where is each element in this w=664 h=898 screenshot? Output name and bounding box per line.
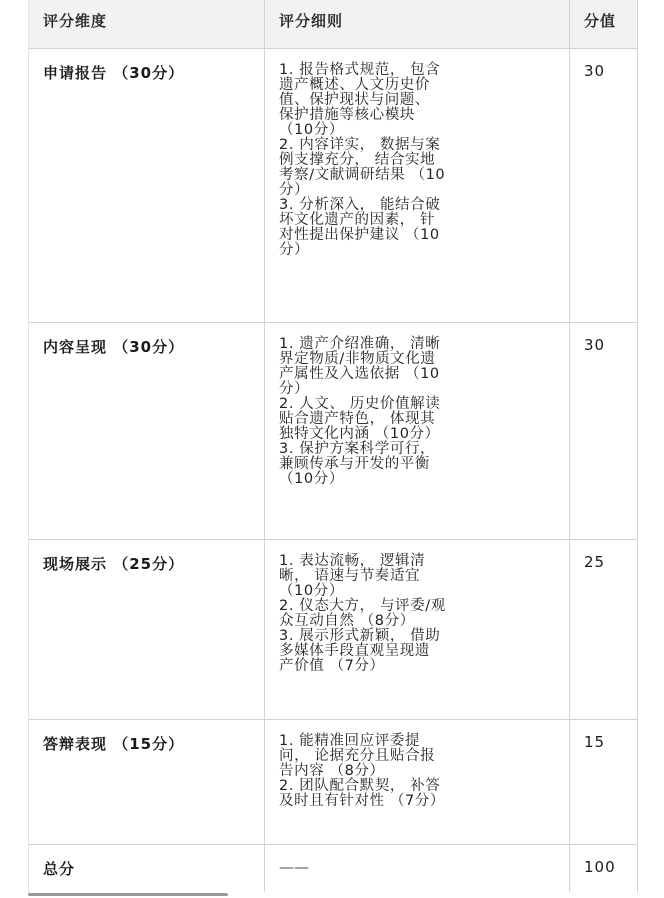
total-score-value: 100 <box>584 858 616 876</box>
rule-line: 2. 内容详实， 数据与案 <box>279 137 441 153</box>
rule-line: 及时且有针对性 （7分） <box>279 793 446 809</box>
rule-line: （10分） <box>279 122 344 138</box>
rule-line: 1. 遗产介绍准确， 清晰 <box>279 336 441 352</box>
header-cell-rules <box>264 0 569 48</box>
rule-line: 问， 论据充分且贴合报 <box>279 748 436 764</box>
table-row <box>29 322 637 540</box>
score-cell <box>569 539 637 719</box>
rule-line: 3. 保护方案科学可行， <box>279 441 436 457</box>
rule-line: 兼顾传承与开发的平衡 <box>279 456 430 472</box>
rule-line: 3. 展示形式新颖， 借助 <box>279 628 441 644</box>
header-cell-score <box>569 0 637 48</box>
score-value: 30 <box>584 336 606 354</box>
table-row <box>29 539 637 720</box>
rule-line: 分） <box>279 381 310 397</box>
scoring-table <box>28 0 638 893</box>
rule-line: 分） <box>279 242 310 258</box>
score-cell <box>569 322 637 539</box>
header-rules-label: 评分细则 <box>279 12 344 30</box>
rules-cell <box>264 719 569 844</box>
rule-line: 3. 分析深入， 能结合破 <box>279 197 441 213</box>
table-row <box>29 48 637 323</box>
rule-line: 1. 报告格式规范， 包含 <box>279 62 441 78</box>
dimension-cell <box>29 322 264 539</box>
table-row <box>29 719 637 845</box>
total-rules-cell <box>264 844 569 892</box>
dimension-label: 申请报告 （30分） <box>43 64 185 82</box>
horizontal-scrollbar[interactable] <box>28 893 228 896</box>
rule-line: 晰， 语速与节奏适宜 <box>279 568 421 584</box>
rule-line: 对性提出保护建议 （10 <box>279 227 440 243</box>
dimension-label: 内容呈现 （30分） <box>43 338 185 356</box>
rule-line: 1. 表达流畅， 逻辑清 <box>279 553 426 569</box>
rule-line: 多媒体手段直观呈现遗 <box>279 643 430 659</box>
rules-text <box>279 734 549 809</box>
rules-text <box>279 337 549 487</box>
rules-cell <box>264 48 569 322</box>
rules-text <box>279 63 549 258</box>
dimension-cell <box>29 539 264 719</box>
score-value: 15 <box>584 733 606 751</box>
rule-line: 产属性及入选依据 （10 <box>279 366 440 382</box>
rule-line: （10分） <box>279 583 344 599</box>
rule-line: 值、保护现状与问题、 <box>279 92 430 108</box>
rule-line: （10分） <box>279 471 344 487</box>
rule-line: 众互动自然 （8分） <box>279 613 415 629</box>
header-cell-dimension <box>29 0 264 48</box>
total-dash: —— <box>279 858 309 876</box>
score-cell <box>569 48 637 322</box>
rule-line: 2. 仪态大方， 与评委/观 <box>279 598 446 614</box>
score-value: 30 <box>584 62 606 80</box>
total-label: 总分 <box>43 860 76 878</box>
rule-line: 2. 人文、 历史价值解读 <box>279 396 441 412</box>
rule-line: 例支撑充分， 结合实地 <box>279 152 436 168</box>
rule-line: 界定物质/非物质文化遗 <box>279 351 436 367</box>
rule-line: 贴合遗产特色， 体现其 <box>279 411 436 427</box>
total-label-cell <box>29 844 264 892</box>
total-score-cell <box>569 844 637 892</box>
table-header-row <box>29 0 637 49</box>
rule-line: 1. 能精准回应评委提 <box>279 733 421 749</box>
score-value: 25 <box>584 553 606 571</box>
rule-line: 遗产概述、人文历史价 <box>279 77 430 93</box>
rules-text <box>279 554 549 674</box>
header-score-label: 分值 <box>584 12 617 30</box>
rule-line: 考察/文献调研结果 （10 <box>279 167 446 183</box>
total-row <box>29 844 637 892</box>
rule-line: 产价值 （7分） <box>279 658 385 674</box>
dimension-label: 答辩表现 （15分） <box>43 735 185 753</box>
rules-cell <box>264 322 569 539</box>
rule-line: 分） <box>279 182 310 198</box>
rule-line: 独特文化内涵 （10分） <box>279 426 440 442</box>
rule-line: 告内容 （8分） <box>279 763 385 779</box>
rule-line: 保护措施等核心模块 <box>279 107 415 123</box>
rule-line: 坏文化遗产的因素， 针 <box>279 212 436 228</box>
score-cell <box>569 719 637 844</box>
rule-line: 2. 团队配合默契， 补答 <box>279 778 441 794</box>
dimension-cell <box>29 48 264 322</box>
dimension-cell <box>29 719 264 844</box>
dimension-label: 现场展示 （25分） <box>43 555 185 573</box>
rules-cell <box>264 539 569 719</box>
header-dimension-label: 评分维度 <box>43 12 108 30</box>
